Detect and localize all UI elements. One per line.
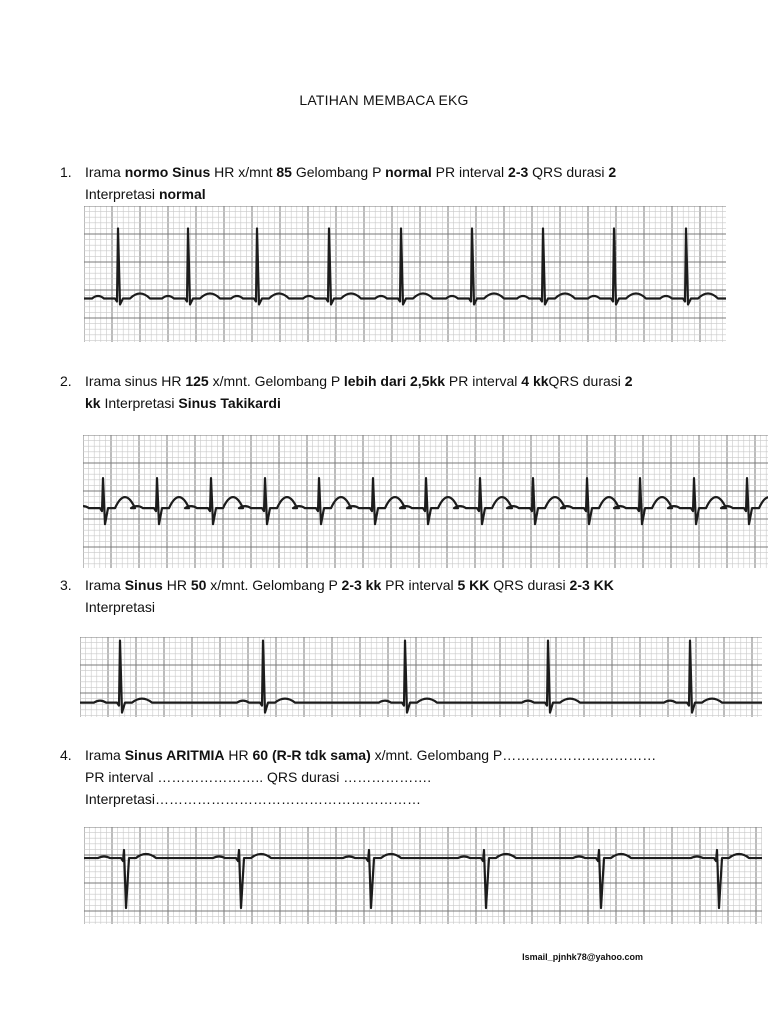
text: Interpretasi: [100, 395, 179, 411]
bold-text: 50: [190, 577, 207, 593]
question-4-line-2: [85, 766, 728, 788]
text: PR interval: [381, 577, 458, 593]
text: QRS durasi: [489, 577, 570, 593]
bold-text: Sinus ARITMIA: [124, 747, 225, 763]
text: Interpretasi: [85, 599, 156, 615]
ecg-grid: [84, 206, 726, 342]
question-2-line-1: [85, 370, 728, 392]
text: PR interval ………………….. QRS durasi ……………….: [85, 769, 432, 785]
text: HR x/mnt: [210, 164, 277, 180]
bold-text: 2-3 kk: [341, 577, 382, 593]
bold-text: 2: [608, 164, 617, 180]
text: Gelombang P: [291, 164, 386, 180]
bold-text: lebih dari 2,5kk: [343, 373, 446, 389]
ecg-trace: [84, 850, 762, 908]
bold-text: 4 kk: [521, 373, 549, 389]
text: HR: [224, 747, 253, 763]
bold-text: normal: [158, 186, 206, 202]
question-4-number: 4.: [60, 747, 72, 763]
question-1: [60, 161, 728, 205]
bold-text: 2-3 KK: [569, 577, 614, 593]
bold-text: 125: [185, 373, 209, 389]
text: x/mnt. Gelombang P: [208, 373, 344, 389]
question-1-number: 1.: [60, 164, 72, 180]
text: PR interval: [445, 373, 522, 389]
text: x/mnt. Gelombang P……………………………: [370, 747, 657, 763]
text: Irama: [85, 747, 125, 763]
question-1-line-2: [85, 183, 728, 205]
bold-text: Sinus: [124, 577, 163, 593]
text: Irama sinus HR: [85, 373, 186, 389]
ecg-strip-3: [80, 637, 762, 717]
question-1-line-1: [85, 161, 728, 183]
page-title: LATIHAN MEMBACA EKG: [299, 92, 469, 108]
text: Interpretasi: [85, 186, 159, 202]
bold-text: 2-3: [508, 164, 529, 180]
bold-text: 5 KK: [457, 577, 490, 593]
question-2-line-2: [85, 392, 728, 414]
ecg-grid: [80, 637, 762, 717]
question-2: [60, 370, 728, 414]
question-3: [60, 574, 728, 618]
ecg-strip-2: [83, 435, 768, 568]
bold-text: Sinus Takikardi: [178, 395, 281, 411]
text: PR interval: [431, 164, 509, 180]
bold-text: 85: [276, 164, 292, 180]
text: HR: [162, 577, 191, 593]
text: Irama: [85, 164, 125, 180]
question-2-number: 2.: [60, 373, 72, 389]
text: QRS durasi: [548, 373, 625, 389]
text: Irama: [85, 577, 125, 593]
text: x/mnt. Gelombang P: [206, 577, 342, 593]
ecg-strip-1: [84, 206, 726, 342]
question-3-number: 3.: [60, 577, 72, 593]
ecg-trace: [80, 641, 762, 713]
question-3-line-1: [85, 574, 728, 596]
ecg-grid: [84, 827, 762, 924]
question-4-line-3: [85, 788, 728, 810]
ecg-strip-4: [84, 827, 762, 924]
bold-text: normal: [385, 164, 432, 180]
text: Interpretasi…………………………………………………: [85, 791, 422, 807]
question-4: [60, 744, 728, 810]
question-3-line-2: [85, 596, 728, 618]
question-4-line-1: [85, 744, 728, 766]
bold-text: 2: [624, 373, 633, 389]
bold-text: 60 (R-R tdk sama): [252, 747, 371, 763]
author-email: Ismail_pjnhk78@yahoo.com: [522, 952, 643, 962]
bold-text: normo Sinus: [124, 164, 211, 180]
text: QRS durasi: [528, 164, 609, 180]
bold-text: kk: [85, 395, 101, 411]
